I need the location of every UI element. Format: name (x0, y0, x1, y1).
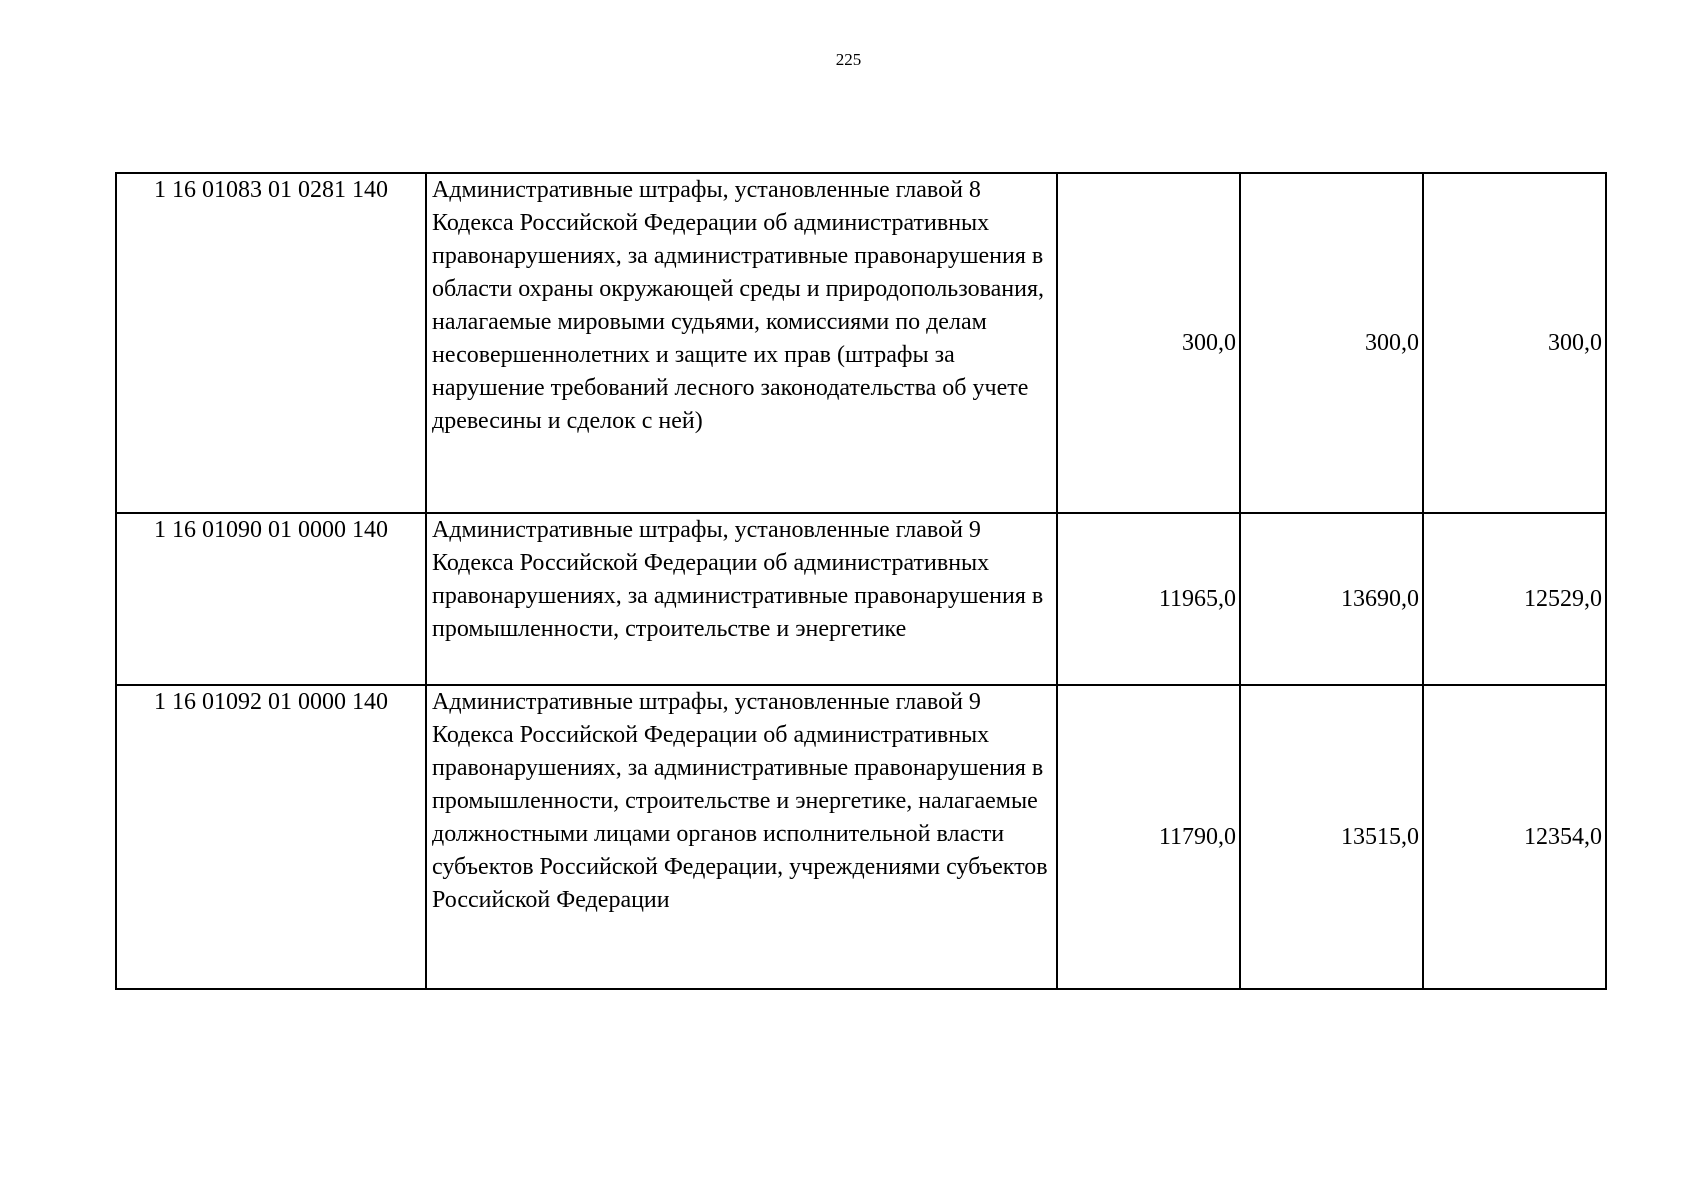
budget-code-cell: 1 16 01090 01 0000 140 (116, 513, 426, 685)
value-cell-2: 13690,0 (1240, 513, 1423, 685)
budget-code-cell: 1 16 01092 01 0000 140 (116, 685, 426, 989)
value-cell-2: 13515,0 (1240, 685, 1423, 989)
table-row (116, 173, 1606, 513)
description-cell (426, 513, 1057, 685)
page-number: 225 (835, 50, 862, 69)
value-cell-1: 300,0 (1057, 173, 1240, 513)
description-text: Административные штрафы, установленные главой 9 Кодекса Российской Федерации об административных правонарушениях, за административные правонарушения в промышленности, строительстве и энергетике, налагаемые должностными лицами органов исполнительной власти субъектов Российской Федерации, учреждениями субъектов Российской Федерации (432, 689, 1048, 913)
budget-code-cell: 1 16 01083 01 0281 140 (116, 173, 426, 513)
budget-table (115, 172, 1607, 990)
table-row (116, 685, 1606, 989)
value-cell-1: 11790,0 (1057, 685, 1240, 989)
value-cell-1: 11965,0 (1057, 513, 1240, 685)
value-cell-2: 300,0 (1240, 173, 1423, 513)
description-text: Административные штрафы, установленные главой 8 Кодекса Российской Федерации об административных правонарушениях, за административные правонарушения в области охраны окружающей среды и природопользования, налагаемые мировыми судьями, комиссиями по делам несовершеннолетних и защите их прав (штрафы за нарушение требований лесного законодательства об учете древесины и сделок с ней) (432, 177, 1044, 434)
value-cell-3: 12354,0 (1423, 685, 1606, 989)
value-cell-3: 12529,0 (1423, 513, 1606, 685)
table-row (116, 513, 1606, 685)
value-cell-3: 300,0 (1423, 173, 1606, 513)
description-cell (426, 173, 1057, 513)
budget-table-body (116, 173, 1606, 989)
description-text: Административные штрафы, установленные главой 9 Кодекса Российской Федерации об административных правонарушениях, за административные правонарушения в промышленности, строительстве и энергетике (432, 517, 1044, 642)
description-cell (426, 685, 1057, 989)
